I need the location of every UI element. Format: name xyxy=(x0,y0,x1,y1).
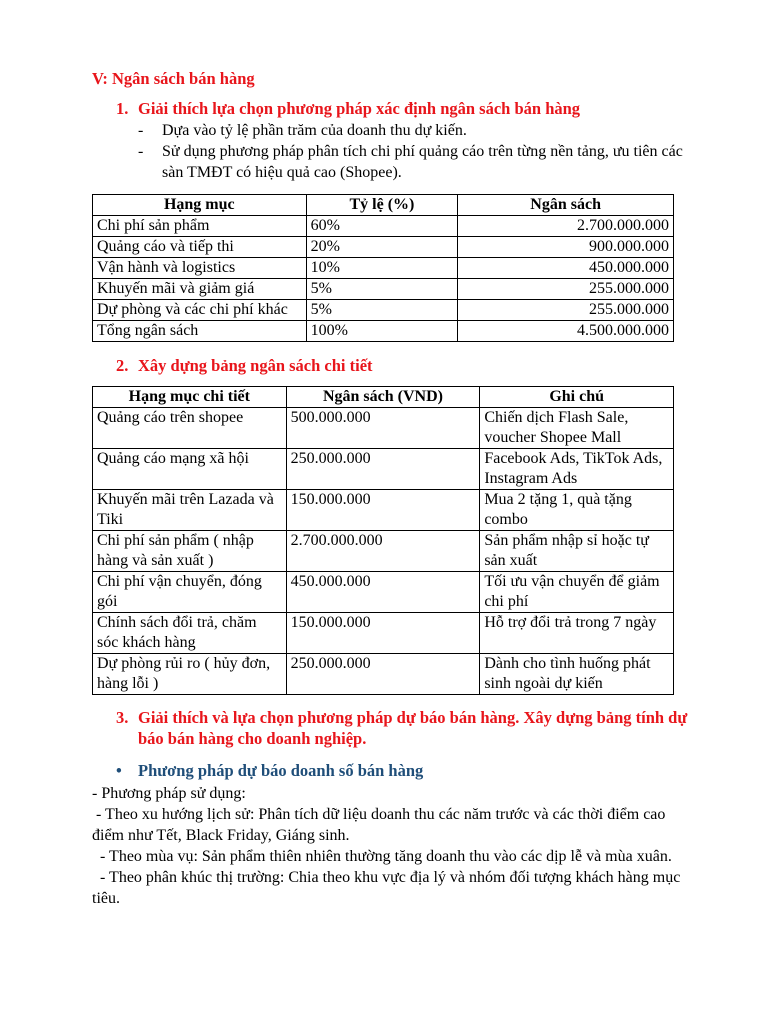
subheading-2-number: 2. xyxy=(116,356,129,375)
subheading-1-number: 1. xyxy=(116,99,129,118)
table-cell: Tổng ngân sách xyxy=(93,321,307,342)
table-cell: 2.700.000.000 xyxy=(458,216,674,237)
table-row xyxy=(93,321,674,342)
table-row xyxy=(93,572,674,613)
table-cell: Chi phí sản phẩm xyxy=(93,216,307,237)
table-cell: Tối ưu vận chuyển để giảm chi phí xyxy=(480,572,674,613)
table-cell: Vận hành và logistics xyxy=(93,258,307,279)
table-cell: Dự phòng và các chi phí khác xyxy=(93,300,307,321)
bullet-heading-text: Phương pháp dự báo doanh số bán hàng xyxy=(138,761,424,780)
table-cell: 5% xyxy=(306,279,458,300)
table-row xyxy=(93,654,674,695)
table-cell: 2.700.000.000 xyxy=(286,531,480,572)
list-item xyxy=(138,120,698,141)
table-cell: 450.000.000 xyxy=(286,572,480,613)
section-title: V: Ngân sách bán hàng xyxy=(92,69,255,88)
subheading-1 xyxy=(116,99,580,119)
table-cell: Dành cho tình huống phát sinh ngoài dự kiến xyxy=(480,654,674,695)
dash-marker: - xyxy=(138,143,144,160)
table-cell: 100% xyxy=(306,321,458,342)
table-cell: 500.000.000 xyxy=(286,408,480,449)
column-header: Tỷ lệ (%) xyxy=(306,195,458,216)
bullet-dot: • xyxy=(116,761,122,780)
table-cell: 10% xyxy=(306,258,458,279)
table-cell: 150.000.000 xyxy=(286,490,480,531)
subheading-1-text: Giải thích lựa chọn phương pháp xác định ngân sách bán hàng xyxy=(138,99,581,118)
table-cell: 250.000.000 xyxy=(286,449,480,490)
table-row xyxy=(93,449,674,490)
column-header: Hạng mục chi tiết xyxy=(93,387,287,408)
table-cell: Chính sách đổi trả, chăm sóc khách hàng xyxy=(93,613,287,654)
table-cell: Hỗ trợ đổi trả trong 7 ngày xyxy=(480,613,674,654)
table-cell: 255.000.000 xyxy=(458,300,674,321)
table-cell: Mua 2 tặng 1, quà tặng combo xyxy=(480,490,674,531)
paragraph: - Theo phân khúc thị trường: Chia theo khu vực địa lý và nhóm đối tượng khách hàng mục tiêu. xyxy=(92,869,685,907)
table-cell: Dự phòng rủi ro ( hủy đơn, hàng lỗi ) xyxy=(93,654,287,695)
detailed-budget-table xyxy=(92,386,674,695)
table-row xyxy=(93,408,674,449)
list-item-text: Sử dụng phương pháp phân tích chi phí quảng cáo trên từng nền tảng, ưu tiên các sàn TMĐT có hiệu quả cao (Shopee). xyxy=(162,143,683,181)
table-cell: Chi phí sản phẩm ( nhập hàng và sản xuất ) xyxy=(93,531,287,572)
list-item xyxy=(138,141,698,183)
table-cell: 900.000.000 xyxy=(458,237,674,258)
column-header: Ngân sách xyxy=(458,195,674,216)
table-cell: Khuyến mãi và giảm giá xyxy=(93,279,307,300)
table-cell: Quảng cáo trên shopee xyxy=(93,408,287,449)
budget-summary-table xyxy=(92,194,674,342)
table-cell: 4.500.000.000 xyxy=(458,321,674,342)
table-cell: 60% xyxy=(306,216,458,237)
table-cell: Chiến dịch Flash Sale, voucher Shopee Mall xyxy=(480,408,674,449)
table-header-row xyxy=(93,195,674,216)
table-cell: Quảng cáo mạng xã hội xyxy=(93,449,287,490)
table-cell: Facebook Ads, TikTok Ads, Instagram Ads xyxy=(480,449,674,490)
table-header-row xyxy=(93,387,674,408)
forecast-paragraphs xyxy=(92,783,692,909)
subheading-2-text: Xây dựng bảng ngân sách chi tiết xyxy=(138,356,373,375)
dash-marker: - xyxy=(138,122,144,139)
subheading-2 xyxy=(116,356,373,376)
table-cell: Sản phẩm nhập sỉ hoặc tự sản xuất xyxy=(480,531,674,572)
column-header: Ghi chú xyxy=(480,387,674,408)
table-cell: 255.000.000 xyxy=(458,279,674,300)
table-row xyxy=(93,237,674,258)
table-row xyxy=(93,258,674,279)
table-row xyxy=(93,490,674,531)
table-row xyxy=(93,531,674,572)
table-cell: 20% xyxy=(306,237,458,258)
table-cell: 250.000.000 xyxy=(286,654,480,695)
subheading-3-text: Giải thích và lựa chọn phương pháp dự báo bán hàng. Xây dựng bảng tính dự báo bán hàng cho doanh nghiệp. xyxy=(138,708,688,748)
subheading-3-number: 3. xyxy=(116,708,129,727)
table-cell: Quảng cáo và tiếp thi xyxy=(93,237,307,258)
table-cell: Khuyến mãi trên Lazada và Tiki xyxy=(93,490,287,531)
table-cell: 5% xyxy=(306,300,458,321)
table-row xyxy=(93,279,674,300)
paragraph: - Theo xu hướng lịch sử: Phân tích dữ liệu doanh thu các năm trước và các thời điểm cao điểm như Tết, Black Friday, Giáng sinh. xyxy=(92,806,670,844)
bullet-heading xyxy=(116,761,423,781)
paragraph: - Theo mùa vụ: Sản phẩm thiên nhiên thường tăng doanh thu vào các dịp lễ và mùa xuân. xyxy=(92,848,672,865)
paragraph: - Phương pháp sử dụng: xyxy=(92,785,246,802)
table-cell: 150.000.000 xyxy=(286,613,480,654)
list-item-text: Dựa vào tỷ lệ phần trăm của doanh thu dự kiến. xyxy=(162,122,467,139)
table-row xyxy=(93,216,674,237)
table-row xyxy=(93,300,674,321)
column-header: Ngân sách (VND) xyxy=(286,387,480,408)
bullet-list xyxy=(138,120,698,183)
table-row xyxy=(93,613,674,654)
table-cell: Chi phí vận chuyển, đóng gói xyxy=(93,572,287,613)
table-cell: 450.000.000 xyxy=(458,258,674,279)
column-header: Hạng mục xyxy=(93,195,307,216)
